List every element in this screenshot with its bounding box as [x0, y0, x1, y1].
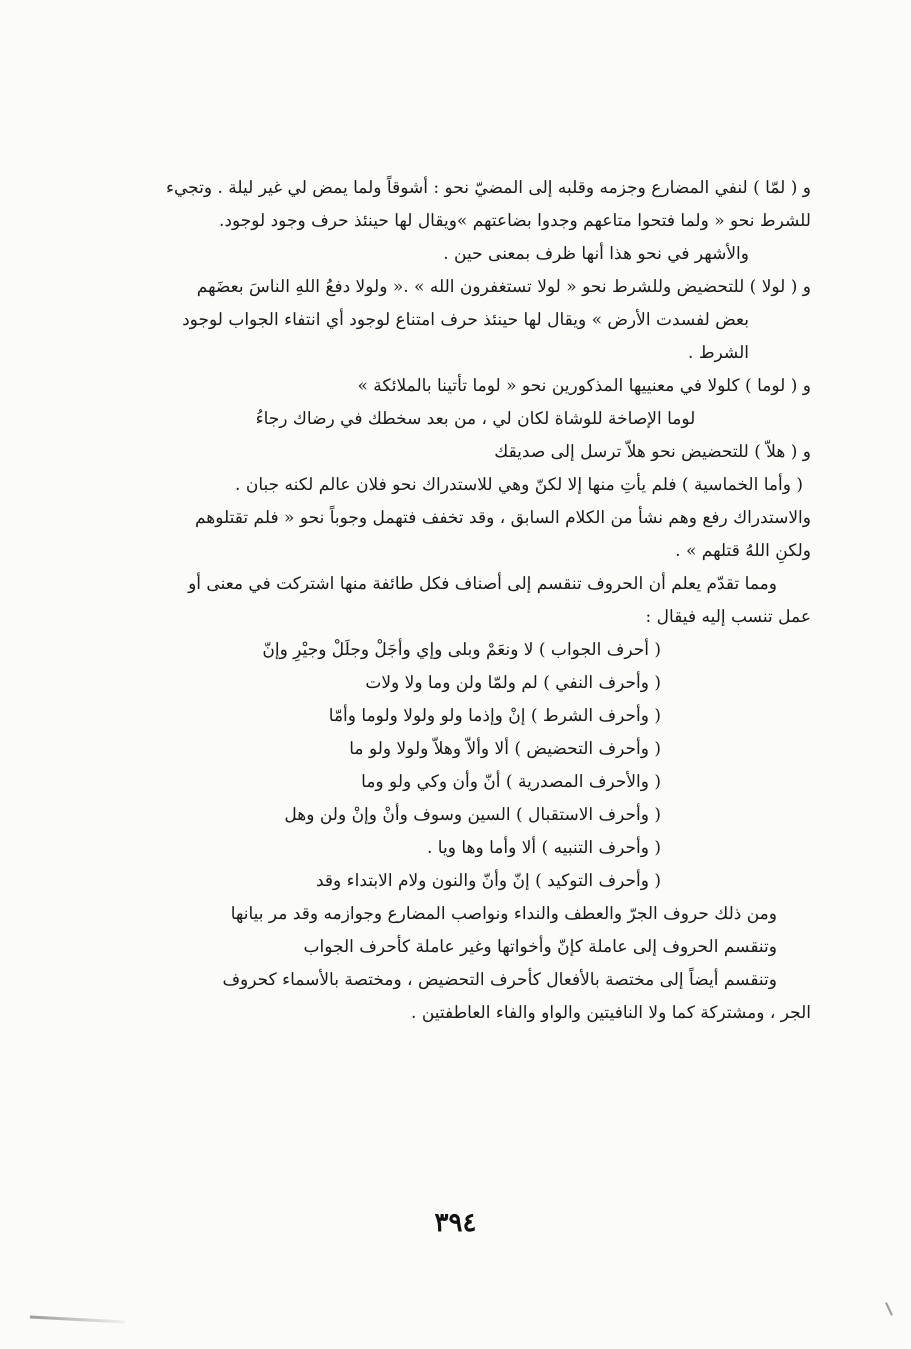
text-line: والأشهر في نحو هذا أنها ظرف بمعنى حين .	[443, 244, 749, 264]
text-line: وتنقسم الحروف إلى عاملة كإنّ وأخواتها وغير عاملة كأحرف الجواب	[303, 937, 777, 957]
text-line: بعض لفسدت الأرض » ويقال لها حينئذ حرف امتناع لوجود أي انتفاء الجواب لوجود	[182, 310, 749, 330]
text-line: و ( لوما ) كلولا في معنييها المذكورين نحو « لوما تأتينا بالملائكة »	[357, 376, 811, 396]
letter-group-item: ( أحرف الجواب ) لا ونعَمْ وبلى وإي وأجَلْ وجلَلْ وجيْرِ وإنّ	[262, 640, 661, 660]
text-line: الجر ، ومشتركة كما ولا النافيتين والواو والفاء العاطفتين .	[411, 1003, 811, 1023]
page-number: ٣٩٤	[434, 1208, 477, 1238]
page-body-text	[100, 172, 811, 1030]
text-line: وتنقسم أيضاً إلى مختصة بالأفعال كأحرف التحضيض ، ومختصة بالأسماء كحروف	[222, 970, 777, 990]
letter-group-item: ( وأحرف النفي ) لم ولمّا ولن وما ولا ولات	[365, 673, 661, 693]
letter-group-item: ( وأحرف التنبيه ) ألا وأما وها ويا .	[427, 838, 661, 858]
text-line: ولكنِ اللهُ قتلهم » .	[675, 541, 811, 561]
letter-group-item: ( وأحرف التوكيد ) إنّ وأنّ والنون ولام الابتداء وقد	[315, 871, 661, 891]
text-line: ومن ذلك حروف الجرّ والعطف والنداء ونواصب المضارع وجوازمه وقد مر بيانها	[230, 904, 777, 924]
text-line: عمل تنسب إليه فيقال :	[645, 607, 811, 627]
text-line: ومما تقدّم يعلم أن الحروف تنقسم إلى أصناف فكل طائفة منها اشتركت في معنى أو	[188, 574, 777, 594]
text-line: و ( هلاّ ) للتحضيض نحو هلاّ ترسل إلى صديقك	[494, 442, 811, 462]
letter-group-item: ( وأحرف التحضيض ) ألا وألاّ وهلاّ ولولا ولو ما	[349, 739, 661, 759]
text-line: الشرط .	[688, 343, 749, 363]
text-line: والاستدراك رفع وهم نشأ من الكلام السابق ، وقد تخفف فتهمل وجوباً نحو « فلم تقتلوهم	[194, 508, 811, 528]
text-line: للشرط نحو « ولما فتحوا متاعهم وجدوا بضاعتهم »ويقال لها حينئذ حرف وجود لوجود.	[218, 211, 811, 231]
text-line: و ( لولا ) للتحضيض وللشرط نحو « لولا تستغفرون الله » .« ولولا دفعُ اللهِ الناسَ بعضَهم	[196, 277, 811, 297]
poetry-verse: لوما الإصاخة للوشاة لكان لي ، من بعد سخطك في رضاك رجاءُ	[255, 409, 696, 429]
text-line: و ( لمّا ) لنفي المضارع وجزمه وقلبه إلى المضيّ نحو : أشوقاً ولما يمض لي غير ليلة . وتجيء	[166, 178, 811, 198]
letter-group-item: ( وأحرف الشرط ) إنْ وإذما ولو ولولا ولوما وأمّا	[328, 706, 661, 726]
text-line: ( وأما الخماسية ) فلم يأتِ منها إلا لكنّ وهي للاستدراك نحو فلان عالم لكنه جبان .	[235, 475, 803, 495]
letter-group-item: ( والأحرف المصدرية ) أنّ وأن وكي ولو وما	[361, 772, 661, 792]
scan-artifact-mark	[885, 1302, 893, 1316]
letter-group-item: ( وأحرف الاستقبال ) السين وسوف وأنْ وإنْ ولن وهل	[284, 805, 661, 825]
scan-artifact-mark	[30, 1316, 125, 1324]
